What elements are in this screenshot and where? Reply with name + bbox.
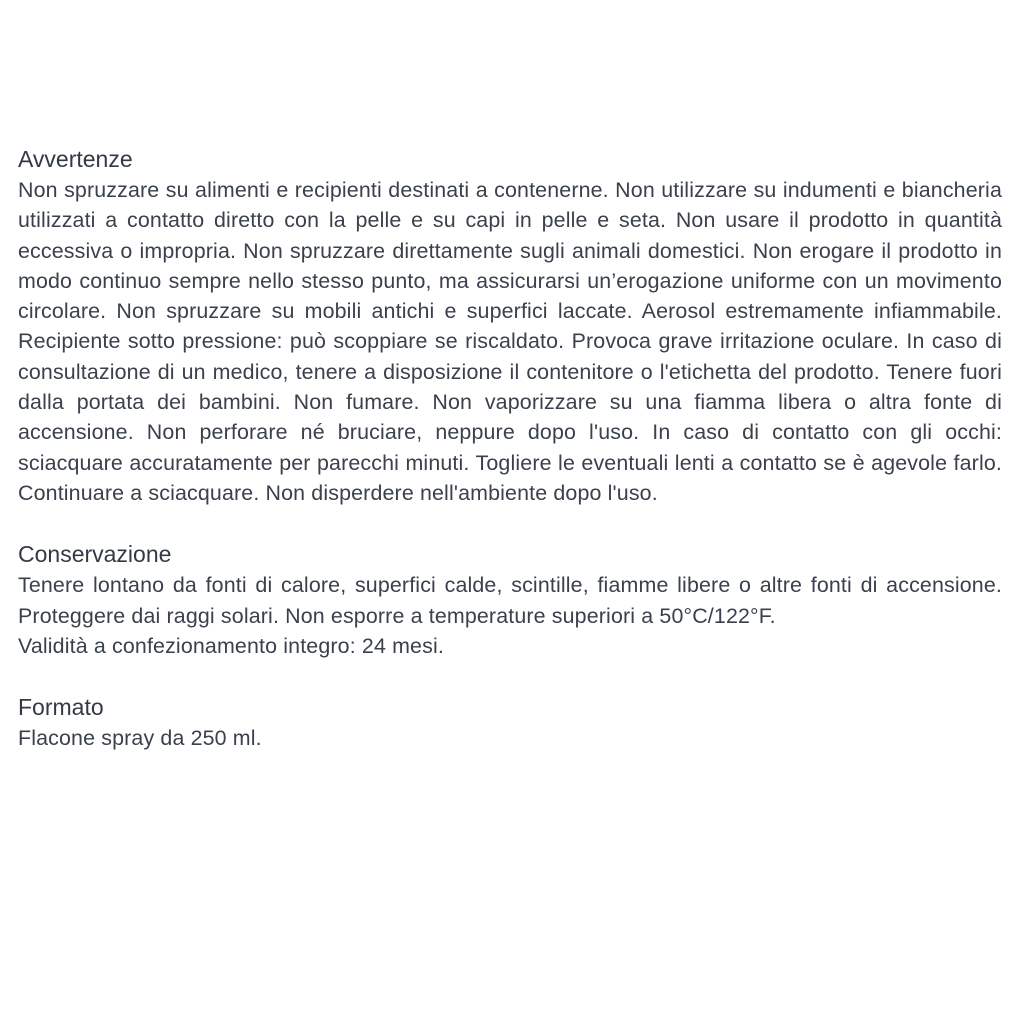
section-heading-formato: Formato <box>18 694 104 721</box>
section-formato <box>18 691 1002 753</box>
section-text-avvertenze: Non spruzzare su alimenti e recipienti destinati a contenerne. Non utilizzare su indumenti e biancheria utilizzati a contatto diretto con la pelle e su capi in pelle e seta. Non usare il prodotto in quantità eccessiva o impropria. Non spruzzare direttamente sugli animali domestici. Non erogare il prodotto in modo continuo sempre nello stesso punto, ma assicurarsi un’erogazione uniforme con un movimento circolare. Non spruzzare su mobili antichi e superfici laccate. Aerosol estremamente infiammabile. Recipiente sotto pressione: può scoppiare se riscaldato. Provoca grave irritazione oculare. In caso di consultazione di un medico, tenere a disposizione il contenitore o l'etichetta del prodotto. Tenere fuori dalla portata dei bambini. Non fumare. Non vaporizzare su una fiamma libera o altra fonte di accensione. Non perforare né bruciare, neppure dopo l'uso. In caso di contatto con gli occhi: sciacquare accuratamente per parecchi minuti. Togliere le eventuali lenti a contatto se è agevole farlo. Continuare a sciacquare. Non disperdere nell'ambiente dopo l'uso. <box>18 178 1002 505</box>
section-text-formato: Flacone spray da 250 ml. <box>18 726 262 751</box>
section-heading-avvertenze: Avvertenze <box>18 146 133 172</box>
product-info-content <box>18 143 1002 753</box>
section-conservazione <box>18 538 1002 661</box>
section-text-validita: Validità a confezionamento integro: 24 mesi. <box>18 633 444 658</box>
section-avvertenze <box>18 143 1002 508</box>
section-text-conservazione: Tenere lontano da fonti di calore, superfici calde, scintille, fiamme libere o altre fonti di accensione. Proteggere dai raggi solari. Non esporre a temperature superiori a 50°C/122°F. <box>18 573 1002 628</box>
section-heading-conservazione: Conservazione <box>18 541 172 568</box>
